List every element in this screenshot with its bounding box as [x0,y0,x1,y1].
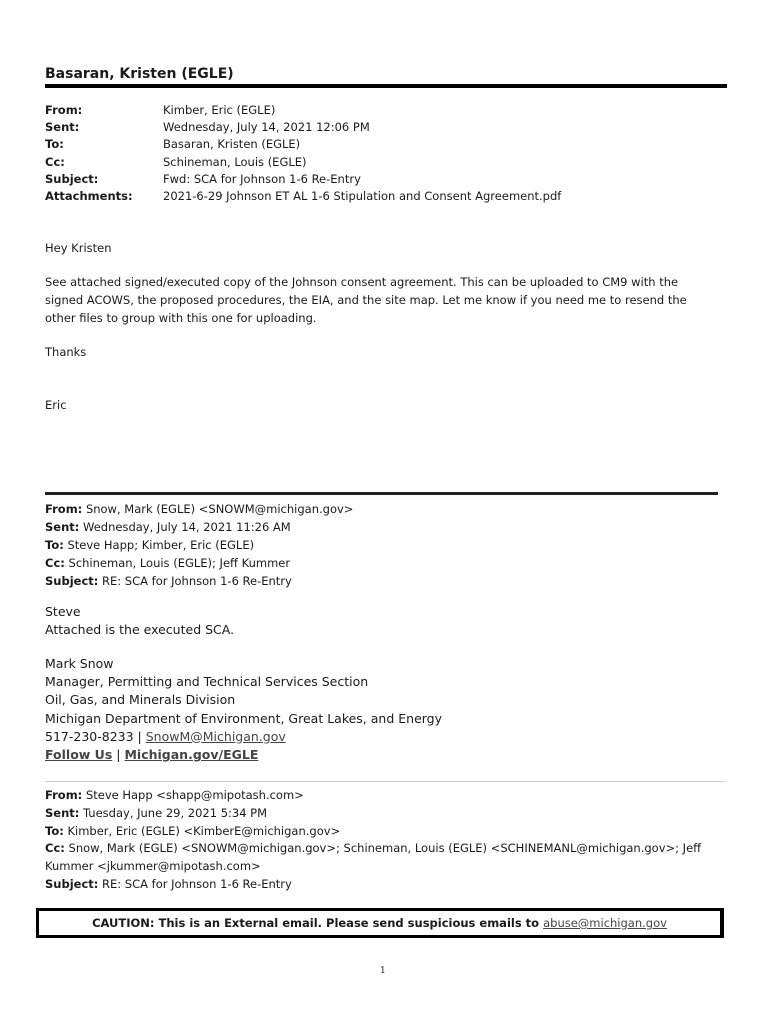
header-label: Sent: [45,120,80,135]
email-header [45,102,561,205]
fwd-value: Tuesday, June 29, 2021 5:34 PM [83,805,268,820]
forwarded-header-2 [45,787,705,894]
fwd2-cc [45,840,705,876]
header-row-sent [45,119,561,136]
caution-banner-edge [720,908,724,938]
header-value: Basaran, Kristen (EGLE) [163,137,301,152]
greeting: Hey Kristen [45,241,112,255]
fwd-label: From: [45,788,83,802]
fwd-label: To: [45,538,64,552]
signature-phone: 517-230-8233 [45,728,134,744]
message-line: Attached is the executed SCA. [45,622,235,637]
thread-divider [45,781,725,782]
header-value: Kimber, Eric (EGLE) [163,103,276,117]
signature-links [45,746,442,764]
header-label: From: [45,103,83,117]
header-row-attachments [45,188,561,205]
signature-block [45,655,442,764]
fwd-value: Snow, Mark (EGLE) <SNOWM@michigan.gov>; Schineman, Louis (EGLE) <SCHINEMANL@michigan.gov>; Jeff Kummer <jkummer@mipotash.com> [45,841,702,874]
fwd-value: Steve Happ; Kimber, Eric (EGLE) [67,538,255,552]
forward-divider [45,492,718,495]
fwd-value: Schineman, Louis (EGLE); Jeff Kummer [68,556,291,570]
fwd-label: Subject: [45,574,99,588]
header-row-cc [45,154,561,171]
separator: | [116,747,121,763]
fwd-value: Steve Happ <shapp@mipotash.com> [85,788,304,802]
signoff: Eric [45,398,67,412]
title-divider [45,84,727,88]
signature-email-link[interactable]: SnowM@Michigan.gov [145,728,286,744]
fwd2-from [45,787,705,805]
fwd2-sent [45,805,705,823]
fwd-value: Kimber, Eric (EGLE) <KimberE@michigan.gov> [67,823,341,838]
follow-us-link[interactable]: Follow Us [45,747,113,763]
header-label: To: [45,137,64,152]
page-title: Basaran, Kristen (EGLE) [45,66,234,82]
thanks-line: Thanks [45,345,87,359]
signature-name: Mark Snow [45,656,114,671]
fwd-label: Cc: [45,841,65,856]
signature-title: Manager, Permitting and Technical Services Section [45,674,369,690]
fwd-value: Wednesday, July 14, 2021 11:26 AM [83,520,291,534]
fwd-value: RE: SCA for Johnson 1-6 Re-Entry [102,876,292,891]
page-number: 1 [380,966,386,976]
header-row-to [45,136,561,153]
fwd-value: RE: SCA for Johnson 1-6 Re-Entry [102,574,292,588]
fwd1-from [45,500,353,518]
caution-text: CAUTION: This is an External email. Please send suspicious emails to [92,916,540,930]
caution-banner [36,908,720,938]
fwd1-sent [45,518,353,536]
fwd-label: Subject: [45,876,99,891]
fwd-label: From: [45,502,83,516]
fwd2-to [45,823,705,841]
forwarded-message-1 [45,603,234,639]
fwd-label: To: [45,823,64,838]
body-paragraph: See attached signed/executed copy of the Johnson consent agreement. This can be uploaded to CM9 with the signed ACOWS, the proposed procedures, the EIA, and the site map. Let me know if you need me to resend the other files to group with this one for uploading. [45,275,687,325]
header-row-subject [45,171,561,188]
signature-contact [45,728,442,746]
fwd-label: Sent: [45,520,80,534]
header-value: Schineman, Louis (EGLE) [163,154,307,169]
fwd1-cc [45,554,353,572]
message-line: Steve [45,604,81,619]
separator: | [137,728,142,744]
attachment-name[interactable]: 2021-6-29 Johnson ET AL 1-6 Stipulation and Consent Agreement.pdf [163,189,562,204]
fwd-value: Snow, Mark (EGLE) <SNOWM@michigan.gov> [85,502,354,516]
header-label: Attachments: [45,189,133,204]
fwd1-subject [45,572,353,590]
header-value: Wednesday, July 14, 2021 12:06 PM [163,120,370,135]
signature-department: Michigan Department of Environment, Great Lakes, and Energy [45,710,443,726]
abuse-email-link[interactable]: abuse@michigan.gov [543,916,667,930]
header-value: Fwd: SCA for Johnson 1-6 Re-Entry [163,171,361,186]
fwd-label: Cc: [45,556,65,570]
signature-division: Oil, Gas, and Minerals Division [45,692,236,708]
fwd2-subject [45,876,705,894]
header-label: Cc: [45,154,65,169]
michigan-gov-link[interactable]: Michigan.gov/EGLE [124,747,259,763]
header-label: Subject: [45,171,99,186]
fwd1-to [45,536,353,554]
forwarded-header-1 [45,500,353,590]
fwd-label: Sent: [45,805,80,820]
header-row-from [45,102,561,119]
